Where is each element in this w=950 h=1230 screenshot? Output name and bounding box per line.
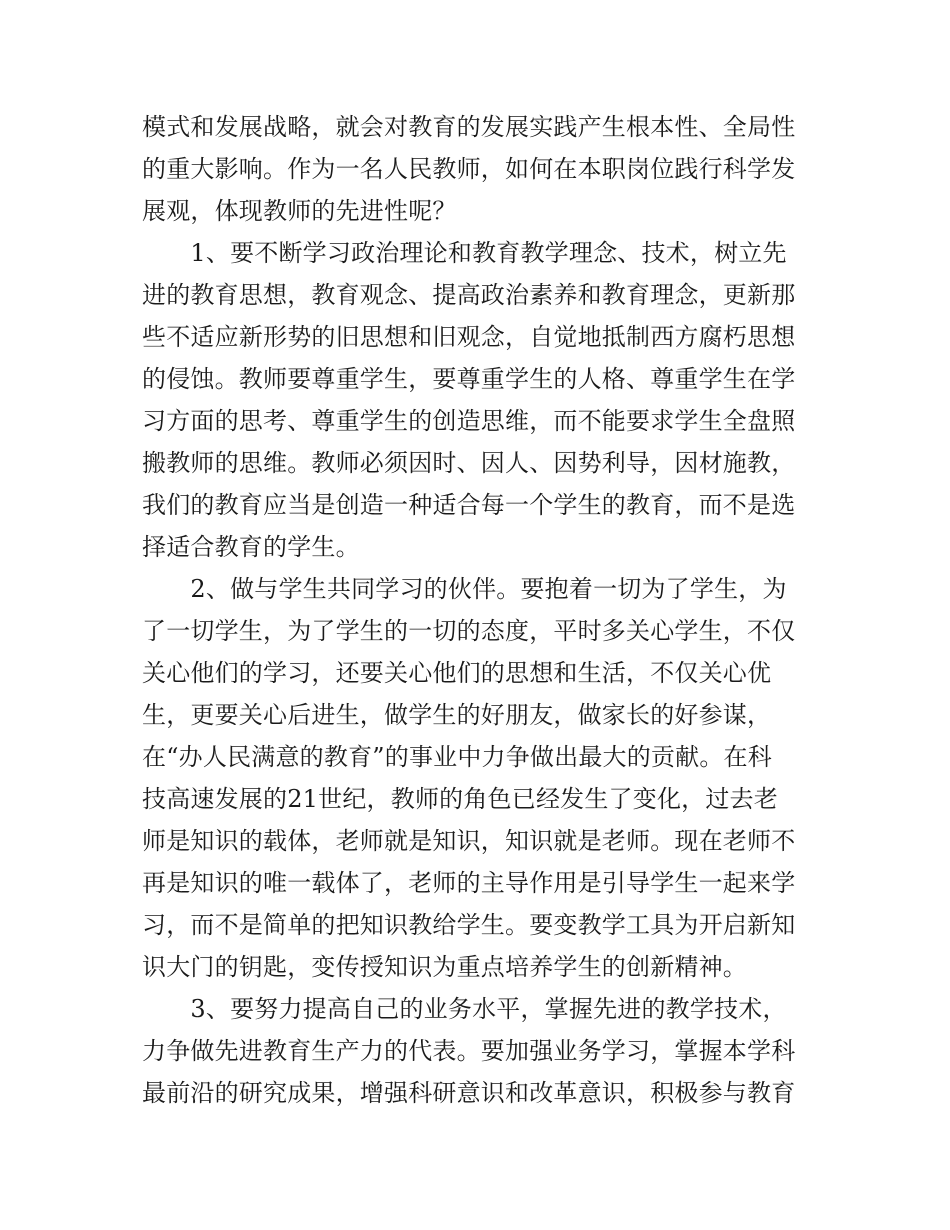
text-line: 力争做先进教育生产力的代表。要加强业务学习，掌握本学科 [142,1037,796,1065]
text-line: 关心他们的学习，还要关心他们的思想和生活，不仅关心优 [142,659,772,687]
text-line: 师是知识的载体，老师就是知识，知识就是老师。现在老师不 [142,827,796,855]
text-line: 最前沿的研究成果，增强科研意识和改革意识，积极参与教育 [142,1079,796,1107]
text-line: 习，而不是简单的把知识教给学生。要变教学工具为开启新知 [142,911,796,939]
text-line: 技高速发展的21世纪，教师的角色已经发生了变化，过去老 [142,785,778,813]
text-line: 习方面的思考、尊重学生的创造思维，而不能要求学生全盘照 [142,407,796,435]
body-text [142,106,822,1114]
text-line: 识大门的钥匙，变传授知识为重点培养学生的创新精神。 [142,953,747,981]
text-line: 展观，体现教师的先进性呢？ [142,197,457,225]
text-line: 生，更要关心后进生，做学生的好朋友，做家长的好参谋， [142,701,772,729]
text-line: 进的教育思想，教育观念、提高政治素养和教育理念，更新那 [142,281,796,309]
text-line: 再是知识的唯一载体了，老师的主导作用是引导学生一起来学 [142,869,796,897]
text-line: 在“办人民满意的教育”的事业中力争做出最大的贡献。在科 [142,743,772,771]
text-line: 的侵蚀。教师要尊重学生，要尊重学生的人格、尊重学生在学 [142,365,796,393]
text-line: 搬教师的思维。教师必须因时、因人、因势利导，因材施教， [142,449,796,477]
text-line: 择适合教育的学生。 [142,533,360,561]
text-line: 的重大影响。作为一名人民教师，如何在本职岗位践行科学发 [142,155,796,183]
text-line: 些不适应新形势的旧思想和旧观念，自觉地抵制西方腐朽思想 [142,323,796,351]
text-line: 3、要努力提高自己的业务水平，掌握先进的教学技术， [142,995,787,1023]
text-line: 1、要不断学习政治理论和教育教学理念、技术，树立先 [142,239,787,267]
text-line: 我们的教育应当是创造一种适合每一个学生的教育，而不是选 [142,491,796,519]
text-line: 2、做与学生共同学习的伙伴。要抱着一切为了学生，为 [142,575,787,603]
text-line: 模式和发展战略，就会对教育的发展实践产生根本性、全局性 [142,113,796,141]
text-line: 了一切学生，为了学生的一切的态度，平时多关心学生，不仅 [142,617,796,645]
